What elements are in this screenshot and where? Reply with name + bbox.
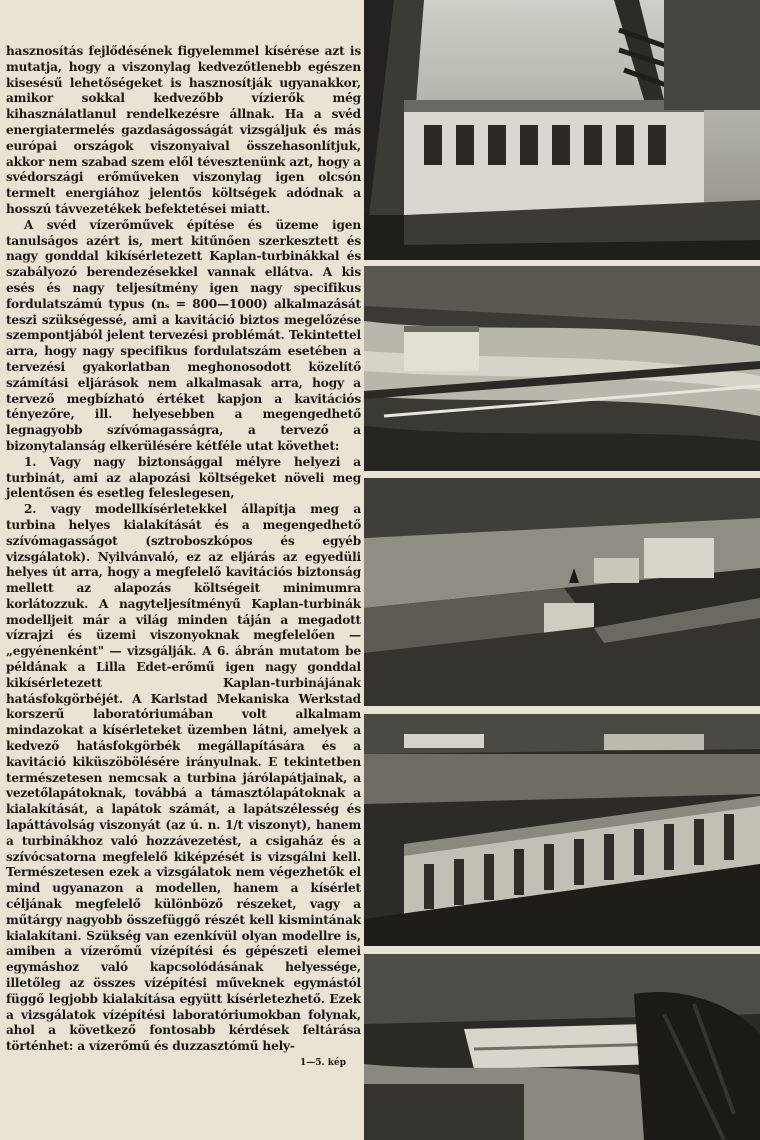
- article-paragraph: 1. Vagy nagy biztonsággal mélyre helyezi a turbinát, ami az alapozási költségeket növeli meg jelentősen és esetleg feleslegesen,: [6, 454, 361, 501]
- article-paragraph: hasznosítás fejlődésének figyelemmel kísérése azt is mutatja, hogy a viszonylag kedvezőtlenebb egészen kisesésű lehetőségeket is hasznosítják ugyanakkor, amikor sokkal kedvezőbb vízierők még kihasználatlanul rendelkezésre állnak. Ha a svéd energiatermelés gazdaságosságát vizsgáljuk és más európai országok viszonyaival összehasonlítjuk, akkor nem szabad szem elől tévesztenünk azt, hogy a svédországi erőműveken viszonylag igen olcsón termelt energiához jelentős költségek adódnak a hosszú távvezetékek befektetései miatt.: [6, 44, 361, 216]
- article-paragraph: A svéd vízerőművek építése és üzeme igen tanulságos azért is, mert kitűnően szerkesztett és nagy gonddal kikísérletezett Kaplan-turbinákkal és szabályozó berendezésekkel vannak ellátva. A kis esés és nagy teljesítmény igen nagy specifikus fordulatszámú typus (nₛ = 800—1000) alkalmazását teszi szükségessé, ami a kavitáció biztos megelőzése szempontjából jelent tervezési problémát. Tekintettel arra, hogy nagy specifikus fordulatszám esetében a tervezési gyakorlatban meghonosodott közelítő számítási eljárások nem alkalmasak arra, hogy a tervező megbízható értéket kapjon a kavitációs tényezőre, ill. helyesebben a megengedhető legnagyobb szívómagasságra, a tervező a bizonytalanság elkerülésére kétféle utat követhet:: [6, 217, 361, 453]
- figure-caption: 1—5. kép: [300, 1058, 347, 1068]
- photo-long-power-house: [364, 714, 760, 946]
- photo-weir-trees: [364, 954, 760, 1140]
- photo-column: [364, 0, 760, 1140]
- photo-power-station-crane: [364, 0, 760, 260]
- article-text-column: [6, 44, 361, 1055]
- article-paragraph: 2. vagy modellkísérletekkel állapítja meg a turbina helyes kialakítását és a megengedhető szívómagasságot (sztroboszkópos és egyéb vizsgálatok). Nyilvánvaló, ez az eljárás az egyedüli helyes út arra, hogy a megfelelő kavitációs biztonság mellett az alapozás költségeit minimumra korlátozzuk. A nagyteljesítményű Kaplan-turbinák modelljeit már a világ minden táján a megadott vízrajzi és üzemi viszonyoknak megfelelően — „egyénenként" — vizsgálják. A 6. ábrán mutatom be példának a Lilla Edet-erőmű igen nagy gonddal kikísérletezett Kaplan-turbinájának hatásfokgörbéjét. A Karlstad Mekaniska Werkstad korszerű laboratóriumában volt alkalmam mindazokat a kísérleteket üzemben látni, amelyek a kedvező hatásfokgörbék megállapítására és a kavitáció kiküszöbölésére irányulnak. E tekintetben természetesen nemcsak a turbina járólapátjainak, a vezetőlapátoknak, továbbá a támasztólapátoknak a kialakítását, a lapátok számát, a lapátszélesség és lapáttávolság viszonyát (az ú. n. 1/t viszonyt), hanem a turbinákhoz való hozzávezetést, a csigaház és a szívócsatorna megfelelő kiképzését is vizsgálni kell. Természetesen ezek a vizsgálatok nem végezhetők el mind ugyanazon a modellen, hanem a kísérlet céljának megfelelő különböző részeket, vagy a műtárgy nagyobb összefüggő részét kell kismintának kialakítani. Szükség van ezenkívül olyan modellre is, amiben a vízerőmű vízépítési és gépészeti elemei egymáshoz való kapcsolódásának helyessége, illetőleg az összes vízépítési műveknek egymástól függő legjobb kialakítása együtt kísérletezhető. Ezek a vizsgálatok vízépítési laboratóriumokban folynak, ahol a következő fontosabb kérdések feltárása történhet: a vízerőmű és duzzasztómű hely-: [6, 502, 361, 1054]
- photo-aerial-town-dam: [364, 478, 760, 706]
- photo-aerial-river-bridge: [364, 266, 760, 471]
